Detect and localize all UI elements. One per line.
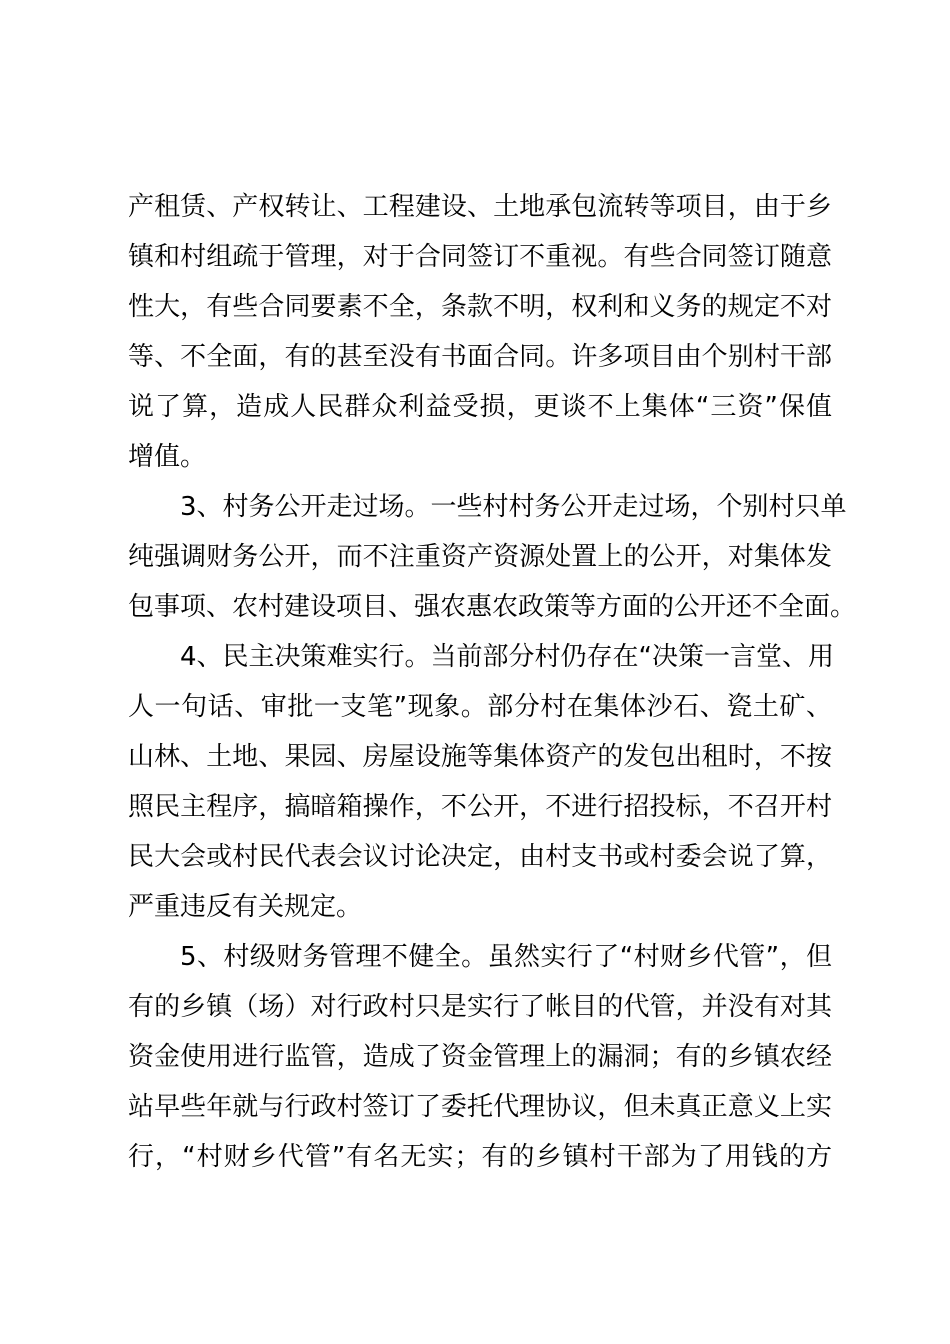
paragraph-first-line: 4、民主决策难实行。当前部分村仍存在“决策一言堂、用 [180, 642, 835, 672]
text-line: 山林、土地、果园、房屋设施等集体资产的发包出租时，不按 [128, 742, 832, 772]
text-line: 人一句话、审批一支笔”现象。部分村在集体沙石、瓷土矿、 [128, 692, 832, 722]
text-line: 严重违反有关规定。 [128, 892, 363, 922]
text-line: 增值。 [128, 442, 207, 472]
text-line: 行，“村财乡代管”有名无实；有的乡镇村干部为了用钱的方 [128, 1142, 832, 1172]
text-line: 等、不全面，有的甚至没有书面合同。许多项目由个别村干部 [128, 342, 832, 372]
text-line: 产租赁、产权转让、工程建设、土地承包流转等项目，由于乡 [128, 192, 832, 222]
text-line: 性大，有些合同要素不全，条款不明，权利和义务的规定不对 [128, 292, 832, 322]
paragraph-first-line: 3、村务公开走过场。一些村村务公开走过场，个别村只单 [180, 492, 847, 522]
text-line: 照民主程序，搞暗箱操作，不公开，不进行招投标，不召开村 [128, 792, 832, 822]
text-line: 站早些年就与行政村签订了委托代理协议，但未真正意义上实 [128, 1092, 832, 1122]
text-line: 说了算，造成人民群众利益受损，更谈不上集体“三资”保值 [128, 392, 832, 422]
text-line: 有的乡镇（场）对行政村只是实行了帐目的代管，并没有对其 [128, 992, 832, 1022]
paragraph-first-line: 5、村级财务管理不健全。虽然实行了“村财乡代管”，但 [180, 942, 832, 972]
text-line: 纯强调财务公开，而不注重资产资源处置上的公开，对集体发 [128, 542, 832, 572]
text-line: 民大会或村民代表会议讨论决定，由村支书或村委会说了算， [128, 842, 832, 872]
text-line: 镇和村组疏于管理，对于合同签订不重视。有些合同签订随意 [128, 242, 832, 272]
text-line: 资金使用进行监管，造成了资金管理上的漏洞；有的乡镇农经 [128, 1042, 832, 1072]
text-line: 包事项、农村建设项目、强农惠农政策等方面的公开还不全面。 [128, 592, 857, 622]
